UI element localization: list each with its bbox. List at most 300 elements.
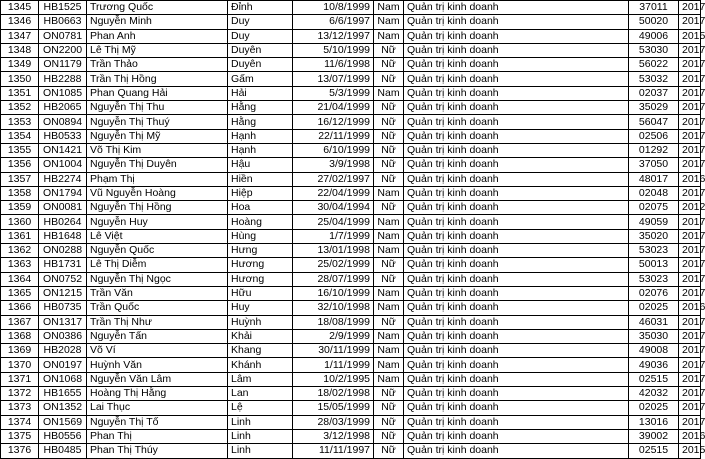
gender-cell: Nữ xyxy=(374,43,404,57)
year-cell: 2017 xyxy=(679,258,701,272)
surname-middle-cell: Nguyễn Huy xyxy=(87,215,228,229)
student-code-cell: ON0081 xyxy=(39,201,87,215)
given-name-cell: Hương xyxy=(228,258,293,272)
gender-cell: Nữ xyxy=(374,58,404,72)
year-cell: 2017 xyxy=(679,15,701,29)
student-code-cell: ON1421 xyxy=(39,143,87,157)
record-number-cell: 50013 xyxy=(629,258,679,272)
table-row xyxy=(1,1,701,15)
date-of-birth-cell: 18/02/1998 xyxy=(293,387,374,401)
major-cell: Quản trị kinh doanh xyxy=(404,58,629,72)
record-number-cell: 37011 xyxy=(629,1,679,15)
year-cell: 2016 xyxy=(679,301,701,315)
given-name-cell: Gấm xyxy=(228,72,293,86)
row-number-cell: 1352 xyxy=(1,101,39,115)
year-cell: 2017 xyxy=(679,215,701,229)
row-number-cell: 1366 xyxy=(1,301,39,315)
year-cell: 2017 xyxy=(679,115,701,129)
student-code-cell: HB0735 xyxy=(39,301,87,315)
gender-cell: Nam xyxy=(374,358,404,372)
date-of-birth-cell: 3/12/1998 xyxy=(293,429,374,443)
student-code-cell: ON0288 xyxy=(39,244,87,258)
year-cell: 2017 xyxy=(679,387,701,401)
table-row xyxy=(1,186,701,200)
date-of-birth-cell: 1/11/1999 xyxy=(293,358,374,372)
major-cell: Quản trị kinh doanh xyxy=(404,401,629,415)
record-number-cell: 02506 xyxy=(629,129,679,143)
row-number-cell: 1356 xyxy=(1,158,39,172)
year-cell: 2017 xyxy=(679,372,701,386)
record-number-cell: 02025 xyxy=(629,301,679,315)
major-cell: Quản trị kinh doanh xyxy=(404,215,629,229)
surname-middle-cell: Lê Việt xyxy=(87,229,228,243)
given-name-cell: Hậu xyxy=(228,158,293,172)
given-name-cell: Linh xyxy=(228,444,293,458)
table-row xyxy=(1,229,701,243)
row-number-cell: 1354 xyxy=(1,129,39,143)
major-cell: Quản trị kinh doanh xyxy=(404,258,629,272)
major-cell: Quản trị kinh doanh xyxy=(404,158,629,172)
given-name-cell: Duy xyxy=(228,29,293,43)
surname-middle-cell: Nguyễn Thị Ngọc xyxy=(87,272,228,286)
gender-cell: Nữ xyxy=(374,143,404,157)
gender-cell: Nam xyxy=(374,244,404,258)
row-number-cell: 1371 xyxy=(1,372,39,386)
record-number-cell: 53023 xyxy=(629,272,679,286)
record-number-cell: 02048 xyxy=(629,186,679,200)
date-of-birth-cell: 5/10/1999 xyxy=(293,43,374,57)
given-name-cell: Hùng xyxy=(228,229,293,243)
gender-cell: Nữ xyxy=(374,387,404,401)
date-of-birth-cell: 11/6/1998 xyxy=(293,58,374,72)
surname-middle-cell: Nguyễn Thị Hồng xyxy=(87,201,228,215)
record-number-cell: 49059 xyxy=(629,215,679,229)
date-of-birth-cell: 1/7/1999 xyxy=(293,229,374,243)
surname-middle-cell: Phan Quang Hải xyxy=(87,86,228,100)
date-of-birth-cell: 27/02/1997 xyxy=(293,172,374,186)
student-code-cell: HB0264 xyxy=(39,215,87,229)
surname-middle-cell: Trần Thảo xyxy=(87,58,228,72)
table-row xyxy=(1,415,701,429)
record-number-cell: 35030 xyxy=(629,329,679,343)
given-name-cell: Hữu xyxy=(228,286,293,300)
date-of-birth-cell: 13/12/1997 xyxy=(293,29,374,43)
major-cell: Quản trị kinh doanh xyxy=(404,244,629,258)
gender-cell: Nữ xyxy=(374,72,404,86)
record-number-cell: 02037 xyxy=(629,86,679,100)
surname-middle-cell: Võ Thị Kim xyxy=(87,143,228,157)
table-row xyxy=(1,429,701,443)
record-number-cell: 35029 xyxy=(629,101,679,115)
row-number-cell: 1360 xyxy=(1,215,39,229)
date-of-birth-cell: 30/04/1994 xyxy=(293,201,374,215)
year-cell: 2015 xyxy=(679,29,701,43)
student-code-cell: HB2288 xyxy=(39,72,87,86)
surname-middle-cell: Võ Ví xyxy=(87,344,228,358)
table-row xyxy=(1,15,701,29)
given-name-cell: Duy xyxy=(228,15,293,29)
row-number-cell: 1357 xyxy=(1,172,39,186)
date-of-birth-cell: 13/01/1998 xyxy=(293,244,374,258)
major-cell: Quản trị kinh doanh xyxy=(404,429,629,443)
record-number-cell: 46031 xyxy=(629,315,679,329)
row-number-cell: 1372 xyxy=(1,387,39,401)
major-cell: Quản trị kinh doanh xyxy=(404,415,629,429)
date-of-birth-cell: 16/10/1999 xyxy=(293,286,374,300)
table-row xyxy=(1,172,701,186)
student-code-cell: HB0663 xyxy=(39,15,87,29)
student-code-cell: ON1352 xyxy=(39,401,87,415)
table-row xyxy=(1,115,701,129)
row-number-cell: 1350 xyxy=(1,72,39,86)
gender-cell: Nữ xyxy=(374,272,404,286)
surname-middle-cell: Nguyễn Văn Lâm xyxy=(87,372,228,386)
gender-cell: Nữ xyxy=(374,172,404,186)
surname-middle-cell: Phan Thị Thúy xyxy=(87,444,228,458)
row-number-cell: 1348 xyxy=(1,43,39,57)
record-number-cell: 13016 xyxy=(629,415,679,429)
table-row xyxy=(1,372,701,386)
record-number-cell: 50020 xyxy=(629,15,679,29)
major-cell: Quản trị kinh doanh xyxy=(404,387,629,401)
year-cell: 2016 xyxy=(679,429,701,443)
gender-cell: Nam xyxy=(374,86,404,100)
surname-middle-cell: Nguyễn Thị Duyên xyxy=(87,158,228,172)
table-row xyxy=(1,129,701,143)
row-number-cell: 1359 xyxy=(1,201,39,215)
date-of-birth-cell: 25/02/1999 xyxy=(293,258,374,272)
row-number-cell: 1376 xyxy=(1,444,39,458)
table-row xyxy=(1,86,701,100)
year-cell: 2017 xyxy=(679,415,701,429)
table-row xyxy=(1,29,701,43)
surname-middle-cell: Nguyễn Quốc xyxy=(87,244,228,258)
major-cell: Quản trị kinh doanh xyxy=(404,344,629,358)
student-code-cell: ON1317 xyxy=(39,315,87,329)
given-name-cell: Lệ xyxy=(228,401,293,415)
surname-middle-cell: Nguyễn Thị Thu xyxy=(87,101,228,115)
student-code-cell: HB0556 xyxy=(39,429,87,443)
row-number-cell: 1351 xyxy=(1,86,39,100)
given-name-cell: Hằng xyxy=(228,101,293,115)
given-name-cell: Duyên xyxy=(228,43,293,57)
student-code-cell: HB1731 xyxy=(39,258,87,272)
table-row xyxy=(1,387,701,401)
year-cell: 2017 xyxy=(679,58,701,72)
given-name-cell: Hải xyxy=(228,86,293,100)
row-number-cell: 1353 xyxy=(1,115,39,129)
given-name-cell: Khải xyxy=(228,329,293,343)
student-code-cell: ON1569 xyxy=(39,415,87,429)
given-name-cell: Duyên xyxy=(228,58,293,72)
given-name-cell: Lan xyxy=(228,387,293,401)
student-code-cell: HB1648 xyxy=(39,229,87,243)
gender-cell: Nam xyxy=(374,301,404,315)
record-number-cell: 49008 xyxy=(629,344,679,358)
year-cell: 2017 xyxy=(679,186,701,200)
table-row xyxy=(1,58,701,72)
record-number-cell: 01292 xyxy=(629,143,679,157)
record-number-cell: 49006 xyxy=(629,29,679,43)
row-number-cell: 1367 xyxy=(1,315,39,329)
record-number-cell: 02075 xyxy=(629,201,679,215)
table-row xyxy=(1,143,701,157)
student-code-cell: ON0781 xyxy=(39,29,87,43)
student-code-cell: ON2200 xyxy=(39,43,87,57)
record-number-cell: 02025 xyxy=(629,401,679,415)
student-code-cell: ON0386 xyxy=(39,329,87,343)
gender-cell: Nam xyxy=(374,29,404,43)
given-name-cell: Hạnh xyxy=(228,143,293,157)
major-cell: Quản trị kinh doanh xyxy=(404,101,629,115)
surname-middle-cell: Trương Quốc xyxy=(87,1,228,15)
year-cell: 2017 xyxy=(679,401,701,415)
gender-cell: Nữ xyxy=(374,115,404,129)
row-number-cell: 1358 xyxy=(1,186,39,200)
gender-cell: Nữ xyxy=(374,258,404,272)
surname-middle-cell: Lai Thục xyxy=(87,401,228,415)
gender-cell: Nam xyxy=(374,229,404,243)
year-cell: 2015 xyxy=(679,444,701,458)
student-code-cell: HB0533 xyxy=(39,129,87,143)
record-number-cell: 53032 xyxy=(629,72,679,86)
table-row xyxy=(1,72,701,86)
year-cell: 2017 xyxy=(679,129,701,143)
year-cell: 2017 xyxy=(679,86,701,100)
record-number-cell: 02515 xyxy=(629,372,679,386)
gender-cell: Nam xyxy=(374,329,404,343)
student-code-cell: HB2028 xyxy=(39,344,87,358)
gender-cell: Nữ xyxy=(374,101,404,115)
surname-middle-cell: Phan Anh xyxy=(87,29,228,43)
row-number-cell: 1362 xyxy=(1,244,39,258)
row-number-cell: 1347 xyxy=(1,29,39,43)
surname-middle-cell: Lê Thị Mỹ xyxy=(87,43,228,57)
table-row xyxy=(1,344,701,358)
major-cell: Quản trị kinh doanh xyxy=(404,72,629,86)
record-number-cell: 37050 xyxy=(629,158,679,172)
given-name-cell: Lâm xyxy=(228,372,293,386)
student-code-cell: ON0752 xyxy=(39,272,87,286)
surname-middle-cell: Phan Thị xyxy=(87,429,228,443)
given-name-cell: Hạnh xyxy=(228,129,293,143)
date-of-birth-cell: 3/9/1998 xyxy=(293,158,374,172)
date-of-birth-cell: 32/10/1998 xyxy=(293,301,374,315)
student-code-cell: ON1068 xyxy=(39,372,87,386)
surname-middle-cell: Nguyễn Thị Tố xyxy=(87,415,228,429)
year-cell: 2017 xyxy=(679,101,701,115)
record-number-cell: 39002 xyxy=(629,429,679,443)
year-cell: 2017 xyxy=(679,143,701,157)
major-cell: Quản trị kinh doanh xyxy=(404,301,629,315)
surname-middle-cell: Hoàng Thị Hằng xyxy=(87,387,228,401)
surname-middle-cell: Vũ Nguyễn Hoàng xyxy=(87,186,228,200)
date-of-birth-cell: 10/2/1995 xyxy=(293,372,374,386)
date-of-birth-cell: 5/3/1999 xyxy=(293,86,374,100)
surname-middle-cell: Phạm Thị xyxy=(87,172,228,186)
surname-middle-cell: Nguyễn Minh xyxy=(87,15,228,29)
year-cell: 2017 xyxy=(679,358,701,372)
row-number-cell: 1369 xyxy=(1,344,39,358)
major-cell: Quản trị kinh doanh xyxy=(404,15,629,29)
record-number-cell: 56047 xyxy=(629,115,679,129)
given-name-cell: Khang xyxy=(228,344,293,358)
record-number-cell: 35020 xyxy=(629,229,679,243)
date-of-birth-cell: 30/11/1999 xyxy=(293,344,374,358)
year-cell: 2017 xyxy=(679,315,701,329)
year-cell: 2017 xyxy=(679,229,701,243)
table-row xyxy=(1,444,701,458)
major-cell: Quản trị kinh doanh xyxy=(404,201,629,215)
given-name-cell: Hoa xyxy=(228,201,293,215)
date-of-birth-cell: 2/9/1999 xyxy=(293,329,374,343)
table-row xyxy=(1,401,701,415)
gender-cell: Nam xyxy=(374,15,404,29)
gender-cell: Nam xyxy=(374,344,404,358)
date-of-birth-cell: 28/03/1999 xyxy=(293,415,374,429)
table-row xyxy=(1,158,701,172)
surname-middle-cell: Nguyễn Thị Thuý xyxy=(87,115,228,129)
given-name-cell: Hương xyxy=(228,272,293,286)
year-cell: 2017 xyxy=(679,329,701,343)
major-cell: Quản trị kinh doanh xyxy=(404,315,629,329)
student-code-cell: ON1179 xyxy=(39,58,87,72)
student-code-cell: HB0485 xyxy=(39,444,87,458)
record-number-cell: 56022 xyxy=(629,58,679,72)
table-row xyxy=(1,215,701,229)
surname-middle-cell: Huỳnh Văn xyxy=(87,358,228,372)
major-cell: Quản trị kinh doanh xyxy=(404,444,629,458)
student-code-cell: HB1655 xyxy=(39,387,87,401)
surname-middle-cell: Trần Thị Hồng xyxy=(87,72,228,86)
table-row xyxy=(1,315,701,329)
table-row xyxy=(1,358,701,372)
year-cell: 2012 xyxy=(679,201,701,215)
major-cell: Quản trị kinh doanh xyxy=(404,186,629,200)
date-of-birth-cell: 21/04/1999 xyxy=(293,101,374,115)
row-number-cell: 1364 xyxy=(1,272,39,286)
given-name-cell: Huy xyxy=(228,301,293,315)
major-cell: Quản trị kinh doanh xyxy=(404,143,629,157)
date-of-birth-cell: 18/08/1999 xyxy=(293,315,374,329)
date-of-birth-cell: 15/05/1999 xyxy=(293,401,374,415)
surname-middle-cell: Trần Quốc xyxy=(87,301,228,315)
student-code-cell: ON0197 xyxy=(39,358,87,372)
major-cell: Quản trị kinh doanh xyxy=(404,129,629,143)
given-name-cell: Khánh xyxy=(228,358,293,372)
table-body xyxy=(1,1,705,459)
table-row xyxy=(1,201,701,215)
major-cell: Quản trị kinh doanh xyxy=(404,286,629,300)
major-cell: Quản trị kinh doanh xyxy=(404,358,629,372)
date-of-birth-cell: 11/11/1997 xyxy=(293,444,374,458)
date-of-birth-cell: 13/07/1999 xyxy=(293,72,374,86)
given-name-cell: Linh xyxy=(228,429,293,443)
major-cell: Quản trị kinh doanh xyxy=(404,229,629,243)
student-code-cell: HB2274 xyxy=(39,172,87,186)
gender-cell: Nữ xyxy=(374,429,404,443)
record-number-cell: 53023 xyxy=(629,244,679,258)
major-cell: Quản trị kinh doanh xyxy=(404,115,629,129)
major-cell: Quản trị kinh doanh xyxy=(404,43,629,57)
surname-middle-cell: Lê Thị Diễm xyxy=(87,258,228,272)
student-code-cell: HB2065 xyxy=(39,101,87,115)
row-number-cell: 1375 xyxy=(1,429,39,443)
given-name-cell: Hưng xyxy=(228,244,293,258)
year-cell: 2017 xyxy=(679,244,701,258)
given-name-cell: Hiệp xyxy=(228,186,293,200)
year-cell: 2017 xyxy=(679,72,701,86)
gender-cell: Nam xyxy=(374,186,404,200)
table-row xyxy=(1,329,701,343)
row-number-cell: 1355 xyxy=(1,143,39,157)
year-cell: 2017 xyxy=(679,272,701,286)
date-of-birth-cell: 16/12/1999 xyxy=(293,115,374,129)
row-number-cell: 1346 xyxy=(1,15,39,29)
student-code-cell: ON1794 xyxy=(39,186,87,200)
surname-middle-cell: Trần Thị Như xyxy=(87,315,228,329)
year-cell: 2017 xyxy=(679,158,701,172)
major-cell: Quản trị kinh doanh xyxy=(404,272,629,286)
major-cell: Quản trị kinh doanh xyxy=(404,329,629,343)
major-cell: Quản trị kinh doanh xyxy=(404,372,629,386)
record-number-cell: 53030 xyxy=(629,43,679,57)
given-name-cell: Linh xyxy=(228,415,293,429)
table-row xyxy=(1,43,701,57)
year-cell: 2017 xyxy=(679,344,701,358)
year-cell: 2016 xyxy=(679,172,701,186)
row-number-cell: 1368 xyxy=(1,329,39,343)
row-number-cell: 1370 xyxy=(1,358,39,372)
table-row xyxy=(1,272,701,286)
surname-middle-cell: Nguyễn Tấn xyxy=(87,329,228,343)
year-cell: 2017 xyxy=(679,43,701,57)
record-number-cell: 49036 xyxy=(629,358,679,372)
gender-cell: Nữ xyxy=(374,201,404,215)
row-number-cell: 1374 xyxy=(1,415,39,429)
student-code-cell: ON1085 xyxy=(39,86,87,100)
year-cell: 2017 xyxy=(679,286,701,300)
given-name-cell: Hằng xyxy=(228,115,293,129)
record-number-cell: 02076 xyxy=(629,286,679,300)
gender-cell: Nữ xyxy=(374,444,404,458)
student-code-cell: ON1004 xyxy=(39,158,87,172)
row-number-cell: 1373 xyxy=(1,401,39,415)
gender-cell: Nữ xyxy=(374,315,404,329)
gender-cell: Nữ xyxy=(374,158,404,172)
table-row xyxy=(1,258,701,272)
gender-cell: Nam xyxy=(374,215,404,229)
surname-middle-cell: Nguyễn Thị Mỹ xyxy=(87,129,228,143)
gender-cell: Nam xyxy=(374,372,404,386)
given-name-cell: Đỉnh xyxy=(228,1,293,15)
given-name-cell: Hiền xyxy=(228,172,293,186)
date-of-birth-cell: 22/11/1999 xyxy=(293,129,374,143)
date-of-birth-cell: 10/8/1999 xyxy=(293,1,374,15)
row-number-cell: 1345 xyxy=(1,1,39,15)
major-cell: Quản trị kinh doanh xyxy=(404,1,629,15)
record-number-cell: 48017 xyxy=(629,172,679,186)
gender-cell: Nữ xyxy=(374,415,404,429)
gender-cell: Nữ xyxy=(374,401,404,415)
date-of-birth-cell: 22/04/1999 xyxy=(293,186,374,200)
row-number-cell: 1363 xyxy=(1,258,39,272)
gender-cell: Nữ xyxy=(374,129,404,143)
date-of-birth-cell: 6/6/1997 xyxy=(293,15,374,29)
given-name-cell: Hoàng xyxy=(228,215,293,229)
gender-cell: Nam xyxy=(374,1,404,15)
row-number-cell: 1349 xyxy=(1,58,39,72)
